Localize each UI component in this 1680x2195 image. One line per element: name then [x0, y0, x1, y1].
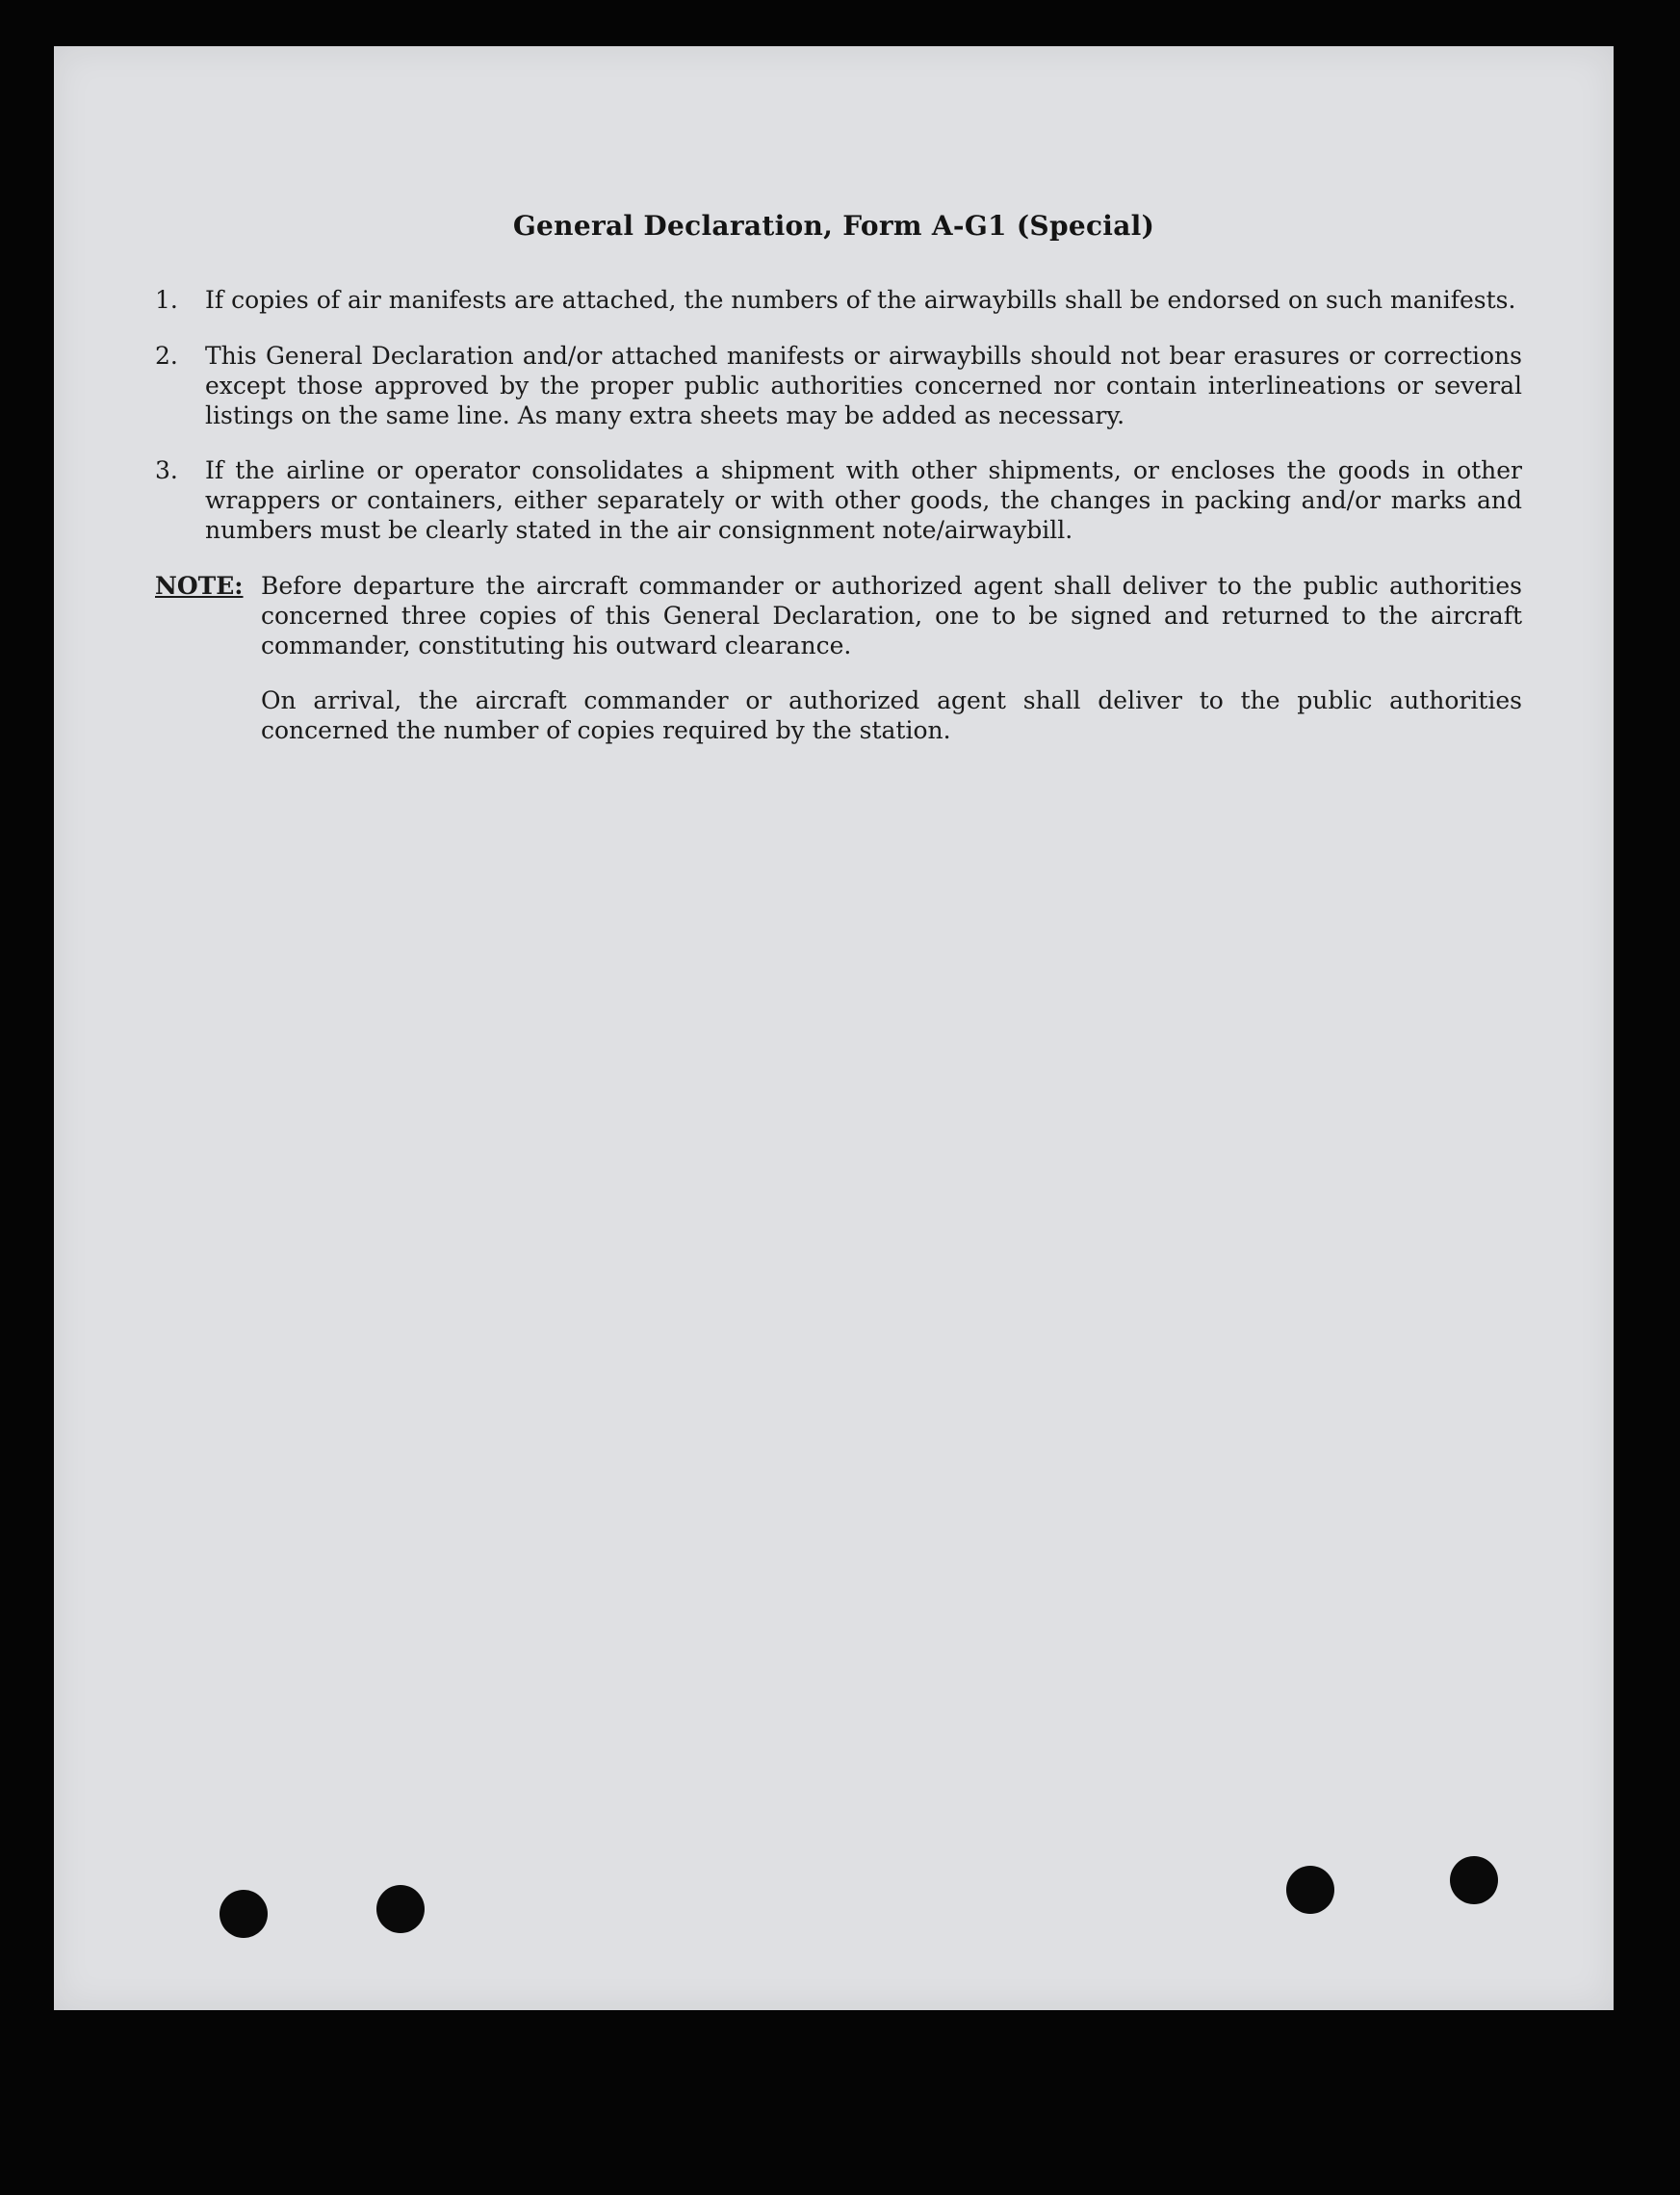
note-section-continued — [155, 685, 1522, 745]
list-item — [155, 455, 1522, 545]
note-section — [155, 571, 1522, 660]
punch-hole — [376, 1885, 425, 1933]
note-paragraph-2: On arrival, the aircraft commander or authorized agent shall deliver to the public authorities concerned the number of copies required by the station. — [261, 686, 1522, 744]
item-number: 1. — [155, 286, 178, 314]
document-page — [54, 46, 1614, 2010]
note-label: NOTE: — [155, 572, 244, 600]
item-text: If copies of air manifests are attached, the numbers of the airwaybills shall be endorsed on such manifests. — [205, 286, 1516, 314]
punch-hole — [220, 1890, 268, 1938]
item-number: 2. — [155, 342, 178, 370]
item-text: If the airline or operator consolidates a shipment with other shipments, or encloses the goods in other wrappers or containers, either separately or with other goods, the changes in packing and/or marks and numbers must be clearly stated in the air consignment note/airwaybill. — [205, 456, 1522, 544]
document-title: General Declaration, Form A-G1 (Special) — [512, 210, 1155, 242]
list-item — [155, 341, 1522, 430]
punch-hole — [1450, 1856, 1498, 1904]
note-paragraph-1: Before departure the aircraft commander or authorized agent shall deliver to the public authorities concerned three copies of this General Declaration, one to be signed and returned to the aircraft commander, constituting his outward clearance. — [261, 572, 1522, 659]
item-text: This General Declaration and/or attached manifests or airwaybills should not bear erasures or corrections except those approved by the proper public authorities concerned nor contain interlineations or several listings on the same line. As many extra sheets may be added as necessary. — [205, 342, 1522, 429]
list-item — [155, 285, 1522, 315]
item-number: 3. — [155, 456, 178, 484]
punch-hole — [1286, 1866, 1334, 1914]
